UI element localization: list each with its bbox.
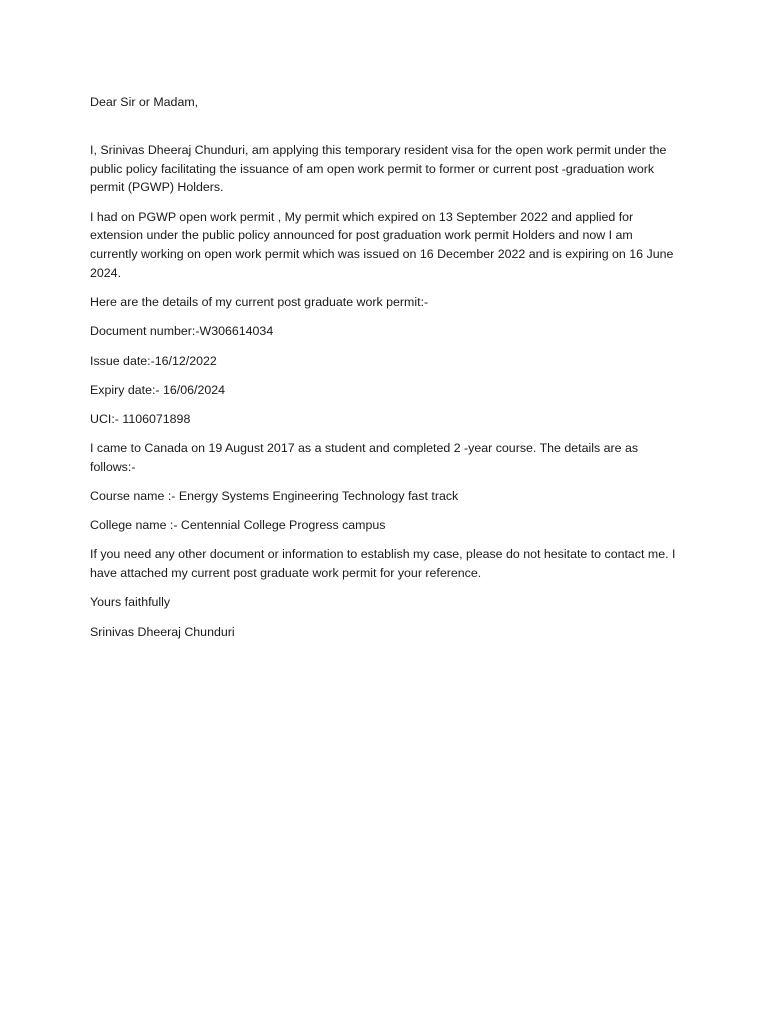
expiry-date: Expiry date:- 16/06/2024 — [90, 382, 226, 397]
letter-body — [90, 93, 680, 652]
signature: Srinivas Dheeraj Chunduri — [90, 624, 235, 639]
paragraph-contact: If you need any other document or information to establish my case, please do not hesitate to contact me. I have attached my current post graduate work permit for your reference. — [90, 547, 676, 581]
uci-number: UCI:- 1106071898 — [90, 411, 191, 426]
course-name: Course name :- Energy Systems Engineering Technology fast track — [90, 489, 459, 504]
closing: Yours faithfully — [90, 595, 171, 610]
paragraph-details-heading: Here are the details of my current post graduate work permit:- — [90, 295, 429, 310]
document-number: Document number:-W306614034 — [90, 324, 274, 339]
paragraph-arrival: I came to Canada on 19 August 2017 as a student and completed 2 -year course. The details are as follows:- — [90, 441, 639, 474]
paragraph-intro: I, Srinivas Dheeraj Chunduri, am applying this temporary resident visa for the open work permit under the public policy facilitating the issuance of am open work permit to former or current post -graduation work permit (PGWP) Holders. — [90, 142, 667, 195]
college-name: College name :- Centennial College Progress campus — [90, 518, 386, 533]
issue-date: Issue date:-16/12/2022 — [90, 353, 217, 368]
paragraph-permit-history: I had on PGWP open work permit , My permit which expired on 13 September 2022 and applied for extension under the public policy announced for post graduation work permit Holders and now I am currently working on open work permit which was issued on 16 December 2022 and is expiring on 16 June 2024. — [90, 209, 674, 280]
salutation: Dear Sir or Madam, — [90, 95, 199, 109]
